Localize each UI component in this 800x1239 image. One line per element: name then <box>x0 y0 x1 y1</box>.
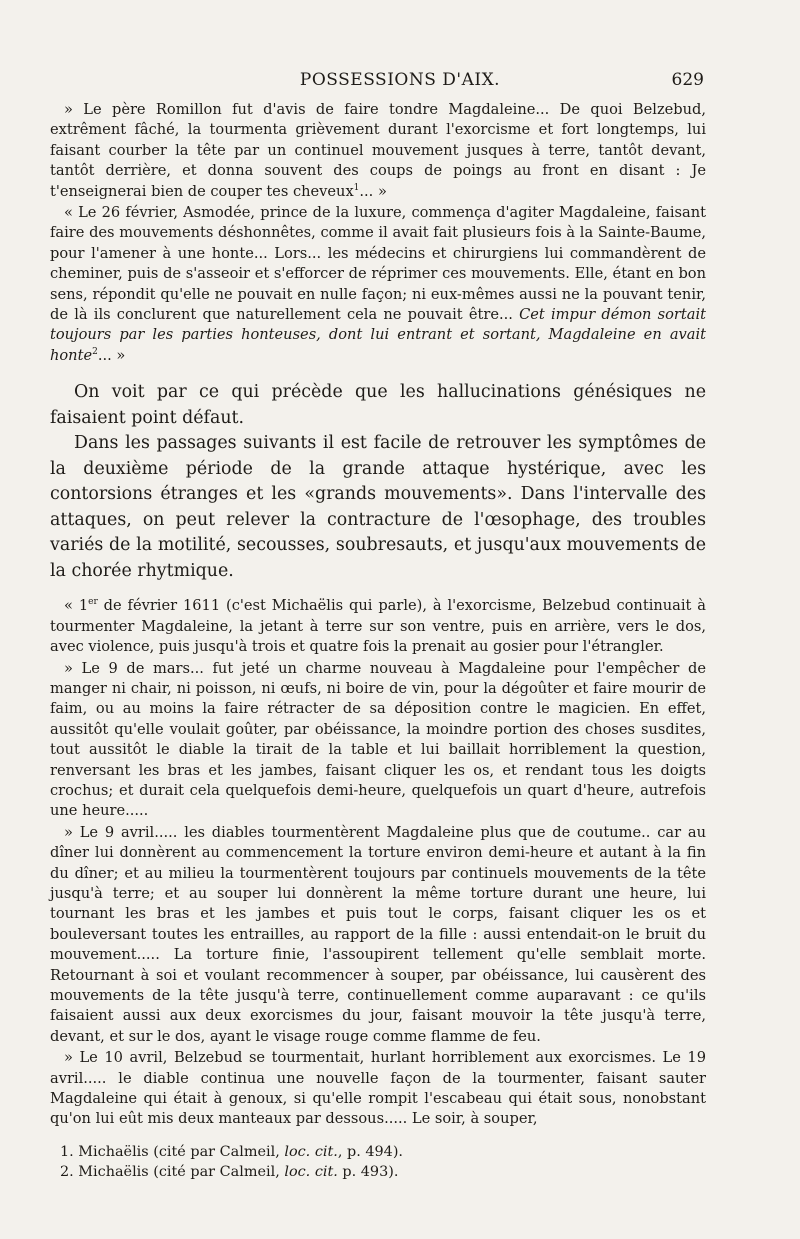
page-number: 629 <box>671 70 704 90</box>
quote-paragraph: » Le 10 avril, Belzebud se tourmentait, hurlant horriblement aux exorcismes. Le 19 avril..... le diable continua une nouvelle façon de la tourmenter, faisant sauter Magdaleine qui était à genoux, si qu'elle rompit l'escabeau qui était sous, nonobstant qu'on lui eût mis deux manteaux par dessous..... Le soir, à souper, <box>50 1049 706 1128</box>
italic-passage: Cet impur démon sortait toujours par les parties honteuses, dont lui entrant et sortant, Magdaleine en avait honte <box>50 306 706 364</box>
quote-paragraph: » Le 9 avril..... les diables tourmentèrent Magdaleine plus que de coutume.. car au dîner lui donnèrent au commencement la torture environ demi-heure et autant à la fin du dîner; et au milieu la tourmentèrent toujours par continuels mouvements de la tête jusqu'à terre; et au souper lui donnèrent la même torture durant une heure, lui tournant les bras et les jambes et puis tout le corps, faisant cliquer les os et bouleversant toutes les entrailles, au rapport de la fille : aussi entendait-on le bruit du mouvement..... La torture finie, l'assoupirent tellement qu'elle semblait morte. Retournant à soi et voulant recommencer à souper, par obéissance, lui causèrent des mouvements de la tête jusqu'à terre, continuellement comme auparavant : ce qu'ils faisaient aussi aux deux exorcismes du jour, faisant mouvoir la tête jusqu'à terre, devant, et sur le dos, ayant le visage rouge comme flamme de feu. <box>50 823 706 1045</box>
footnote: 2. Michaëlis (cité par Calmeil, loc. cit. p. 493). <box>60 1164 399 1180</box>
footnote-ref: 1 <box>353 182 360 193</box>
page-header <box>0 70 800 96</box>
footnote: 1. Michaëlis (cité par Calmeil, loc. cit., p. 494). <box>60 1144 404 1160</box>
footnote-ref: 2 <box>92 347 98 358</box>
running-title: POSSESSIONS D'AIX. <box>299 70 501 90</box>
footnotes <box>50 1142 706 1182</box>
quote-paragraph: » Le père Romillon fut d'avis de faire tondre Magdaleine... De quoi Belzebud, extrêment fâché, la tourmenta grièvement durant l'exorcisme et fort longtemps, lui faisant courber la tête par un continuel mouvement jusques à terre, tantôt devant, tantôt derrière, et donna souvent des coups de poings au front en disant : Je t'enseignerai bien de couper tes cheveux$^1$... » <box>50 101 706 200</box>
quote-paragraph: » Le 9 de mars... fut jeté un charme nouveau à Magdaleine pour l'empêcher de manger ni chair, ni poisson, ni œufs, ni boire de vin, pour la dégoûter et faire mourir de faim, ou au moins la faire rétracter de sa déposition contre le magicien. En effet, aussitôt qu'elle voulait goûter, par obéissance, la moindre portion des choses susdites, tout aussitôt le diable la tirait de la table et lui baillait horriblement la question, renversant les bras et les jambes, faisant cliquer les os, et rendant tous les doigts crochus; et durait cela quelquefois demi-heure, quelquefois un quart d'heure, autrefois une heure..... <box>50 659 706 820</box>
body-paragraph: Dans les passages suivants il est facile de retrouver les symptômes de la deuxième période de la grande attaque hystérique, avec les contorsions étranges et les «grands mouvements». Dans l'intervalle des attaques, on peut relever la contracture de l'œsophage, des troubles variés de la motilité, secousses, soubresauts, et jusqu'aux mouvements de la chorée rhytmique. <box>50 433 706 581</box>
quote-paragraph: « 1er de février 1611 (c'est Michaëlis qui parle), à l'exorcisme, Belzebud continuait à tourmenter Magdaleine, la jetant à terre sur son ventre, puis en arrière, vers le dos, avec violence, puis jusqu'à trois et quatre fois la prenait au gosier pour l'étrangler. <box>50 597 706 656</box>
body-paragraph: On voit par ce qui précède que les hallucinations génésiques ne faisaient point défaut. <box>50 382 706 428</box>
quote-paragraph: « Le 26 février, Asmodée, prince de la luxure, commença d'agiter Magdaleine, faisant faire des mouvements déshonnêtes, comme il avait fait plusieurs fois à la Sainte-Baume, pour l'amener à une honte... Lors... les médecins et chirurgiens lui commandèrent de cheminer, puis de s'asseoir et s'efforcer de réprimer ces mouvements. Elle, étant en bon sens, répondit qu'elle ne pouvait en nulle façon; ni eux-mêmes aussi ne la pouvant tenir, de là ils conclurent que naturellement cela ne pouvait être... Cet impur démon sortait toujours par les parties honteuses, dont lui entrant et sortant, Magdaleine en avait honte$^2$... » <box>50 204 706 364</box>
page-body <box>50 100 706 1130</box>
